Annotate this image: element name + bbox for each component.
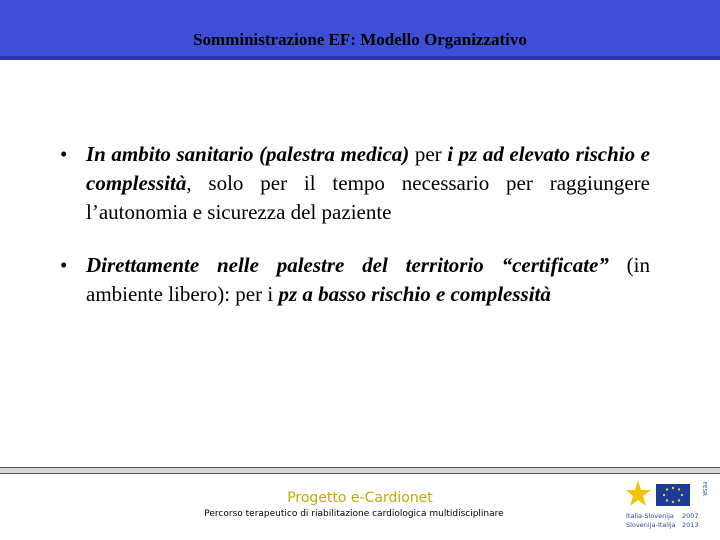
star-figure-icon [626,480,651,506]
logo-line-1: Italia-Slovenija [626,512,674,520]
bullet-2-part-3: pz a basso rischio e complessità [278,282,551,306]
bullet-marker: • [60,253,68,277]
bullet-1-part-4: , solo per il tempo necessario per raggiungere l’autonomia e sicurezza del paziente [86,171,650,224]
bullet-2-part-1: Direttamente nelle palestre del territorio “certificate” [86,253,609,277]
logo-vertical-text: FESR [701,482,707,496]
title-bar-stripe [0,56,720,60]
logo-line-3: Slovenija-Italija [626,521,676,529]
footer-subtitle: Percorso terapeutico di riabilitazione cardiologica multidisciplinare [204,509,504,519]
footer-divider [0,467,720,474]
bullet-item-1 [60,140,650,227]
bullet-marker: • [60,142,68,166]
italia-slovenija-logo [626,478,716,536]
logo-line-4: 2013 [682,521,699,529]
bullet-item-2 [60,251,650,309]
bullet-1-part-2: per [409,142,448,166]
bullet-2-part-2: (in ambiente libero): per i [86,253,650,306]
bullet-list [60,140,650,333]
footer-project-title: Progetto e-Cardionet [287,490,433,506]
logo-line-2: 2007 [682,512,699,520]
bullet-1-part-3: i pz ad elevato rischio e complessità [86,142,650,195]
bullet-1-part-1: In ambito sanitario (palestra medica) [86,142,410,166]
slide-title: Somministrazione EF: Modello Organizzativo [193,30,527,49]
